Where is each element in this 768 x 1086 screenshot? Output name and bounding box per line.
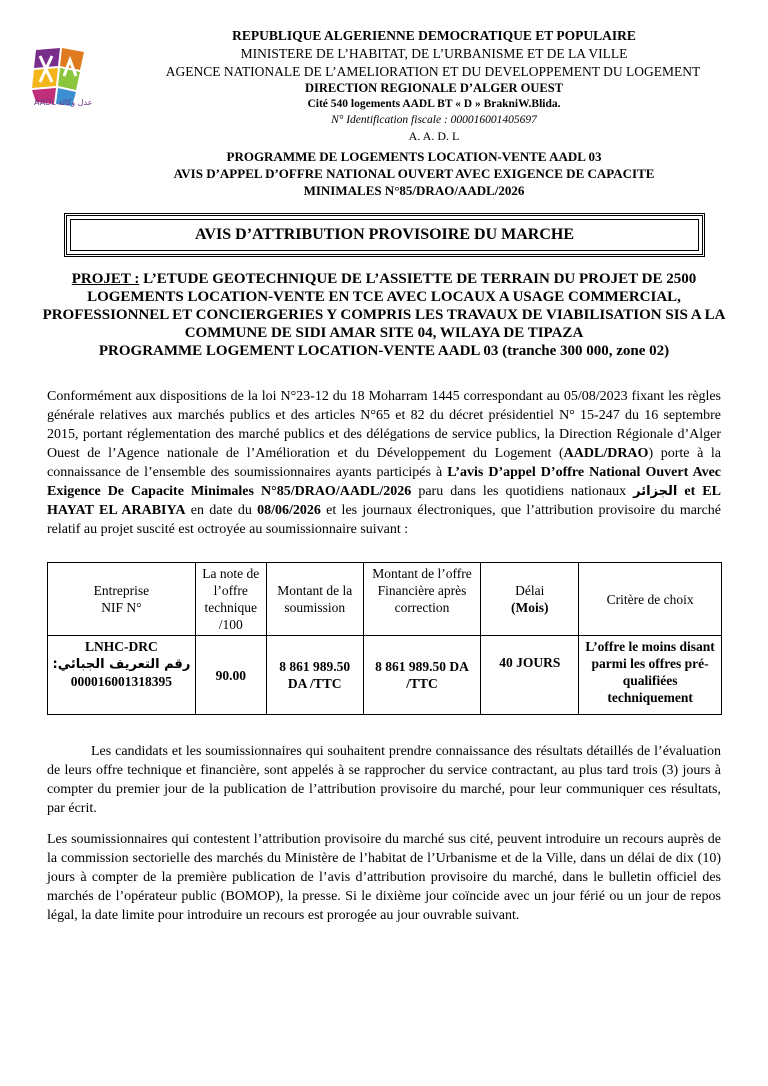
title-box [64, 213, 705, 257]
header-entreprise-label: Entreprise [93, 583, 150, 598]
cell-nif: 000016001318395 [70, 674, 173, 689]
header-montant: Montant de la soumission [266, 563, 363, 636]
cell-note: 90.00 [195, 636, 266, 715]
logo-caption: AADL عدل وكالة [34, 98, 93, 107]
header-agency: AGENCE NATIONALE DE L’AMELIORATION ET DU DEVELOPPEMENT DU LOGEMENT [165, 64, 701, 79]
programme-line-1: PROGRAMME DE LOGEMENTS LOCATION-VENTE AADL 03 [226, 149, 602, 164]
header-ministry: MINISTERE DE L’HABITAT, DE L’URBANISME ET DE LA VILLE [240, 46, 628, 61]
header-montant-corrige: Montant de l’offre Financière après correction [363, 563, 481, 636]
cell-entreprise [48, 636, 196, 715]
intro-paragraph [47, 387, 721, 539]
intro-text-1: Conformément aux dispositions de la loi N°23-12 du 18 Moharram 1445 correspondant au 05/08/2023 fixant les règles générale relatives aux marchés publics et des articles N°65 et 82 du décret présidentiel N° 15-247 du 16 septembre 2015, portant réglementation des marché publics et des délégations de service publics, la Direction Régionale d’Alger Ouest de l’Agence nationale de l’Amélioration et du Développement du Logement ( [47, 389, 721, 461]
cell-nif-label: رقم التعريف الجبائي: [52, 657, 191, 672]
project-label: PROJET : [71, 271, 140, 287]
header-nif-label: NIF N° [101, 600, 142, 615]
intro-newspaper-arabic: الجزائر [633, 484, 678, 499]
programme-line-3: MINIMALES N°85/DRAO/AADL/2026 [303, 183, 525, 198]
intro-bold-avis: L’avis D’appel D’offre National Ouvert Avec Exigence De Capacite Minimales N°85/DRAO/AADL/2026 [47, 465, 722, 499]
recourse-paragraph: Les soumissionnaires qui contestent l’attribution provisoire du marché sus cité, peuvent introduire un recours auprès de la commission sectorielle des marchés du Ministère de l’habitat de l’Urbanisme et de la Ville, dans un délai de dix (10) jours à compter de la première publication de l’avis d’attribution provisoire du marché, dans le bulletin officiel des marchés de l’opérateur public (BOMOP), la presse. Si le dixième jour coïncide avec un jour férié ou un jour de repos légal, la date limite pour introduire un recours est prorogée au jour ouvrable suivant. [47, 832, 721, 923]
cell-entreprise-name: LNHC-DRC [85, 639, 158, 654]
header-delai-unit: (Mois) [511, 600, 549, 615]
programme-line-2: AVIS D’APPEL D’OFFRE NATIONAL OUVERT AVEC EXIGENCE DE CAPACITE [173, 166, 655, 181]
cell-delai: 40 JOURS [481, 636, 579, 715]
project-description [40, 270, 728, 360]
header-aadl: A. A. D. L [408, 129, 460, 143]
intro-date: 08/06/2026 [257, 503, 321, 518]
header-fiscal-id: N° Identification fiscale : 000016001405697 [331, 114, 537, 126]
header-entreprise [48, 563, 196, 636]
header-republic: REPUBLIQUE ALGERIENNE DEMOCRATIQUE ET POPULAIRE [232, 28, 636, 43]
cell-montant-corrige: 8 861 989.50 DA /TTC [363, 636, 481, 715]
header-note: La note de l’offre technique /100 [195, 563, 266, 636]
table-header-row [48, 563, 722, 636]
results-paragraph: Les candidats et les soumissionnaires qui souhaitent prendre connaissance des résultats détaillés de l’évaluation de leurs offre technique et financière, sont appelés à se rapprocher du service contractant, au plus tard trois (3) jours à compter du premier jour de la publication de l’attribution provisoire du marché, pour leur communiquer ces résultats, par écrit. [47, 744, 721, 816]
header-direction: DIRECTION REGIONALE D’ALGER OUEST [304, 81, 564, 95]
intro-bold-aadl: AADL/DRAO [563, 446, 649, 461]
intro-text-2: ) porte à la connaissance de l’ensemble des soumissionnaires ayants participés à [47, 446, 721, 480]
attribution-table [47, 562, 722, 715]
intro-text-4: en date du [185, 503, 258, 518]
intro-text-3: paru dans les quotidiens nationaux [411, 484, 634, 499]
header-address: Cité 540 logements AADL BT « D » BrakniW.Blida. [307, 98, 561, 110]
intro-text-5: et les journaux électroniques, que l’attribution provisoire du marché relatif au projet suscité est octroyée au soumissionnaire suivant : [47, 503, 722, 537]
table-row [48, 636, 722, 715]
page-title: AVIS D’ATTRIBUTION PROVISOIRE DU MARCHE [70, 219, 699, 251]
cell-critere: L’offre le moins disant parmi les offres pré-qualifiées techniquement [579, 636, 722, 715]
project-text: L’ETUDE GEOTECHNIQUE DE L’ASSIETTE DE TERRAIN DU PROJET DE 2500 LOGEMENTS LOCATION-VENTE EN TCE AVEC LOCAUX A USAGE COMMERCIAL, PROFESSIONNEL ET CONCIERGERIES Y COMPRIS LES TRAVAUX DE VIABILISATION SIS A LA COMMUNE DE SIDI AMAR SITE 04, WILAYA DE TIPAZA [42, 271, 726, 341]
header-delai [481, 563, 579, 636]
intro-newspaper-hayat: et EL HAYAT EL ARABIYA [47, 484, 721, 518]
cell-montant: 8 861 989.50 DA /TTC [266, 636, 363, 715]
header-critere: Critère de choix [579, 563, 722, 636]
project-programme: PROGRAMME LOGEMENT LOCATION-VENTE AADL 03 (tranche 300 000, zone 02) [98, 343, 670, 359]
header-delai-label: Délai [515, 583, 545, 598]
